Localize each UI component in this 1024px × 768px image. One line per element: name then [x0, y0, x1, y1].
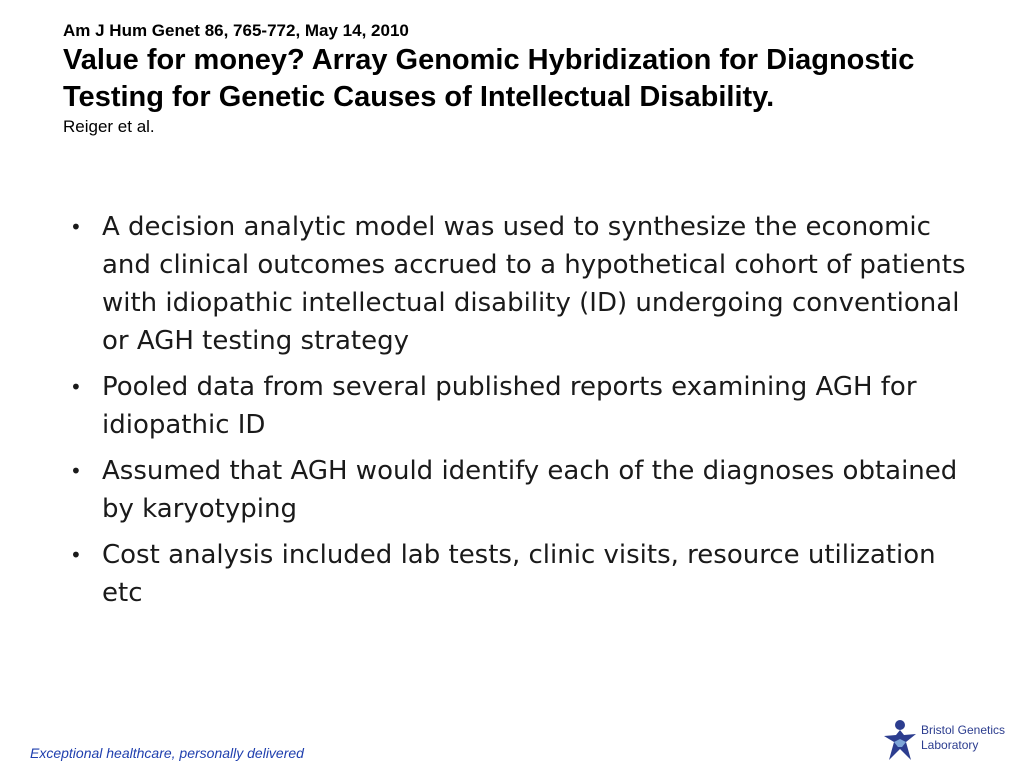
bullet-dot: • — [70, 543, 82, 567]
slide-header — [63, 20, 963, 138]
footer-tagline: Exceptional healthcare, personally delivered — [30, 745, 304, 761]
bullet-dot: • — [70, 375, 82, 399]
bullet-dot: • — [70, 215, 82, 239]
star-figure-icon — [880, 718, 918, 764]
bullet-text: Cost analysis included lab tests, clinic visits, resource utilization etc — [102, 540, 936, 608]
bullet-item — [60, 452, 980, 528]
logo-line-1: Bristol Genetics — [921, 723, 1006, 737]
authors: Reiger et al. — [63, 117, 155, 136]
bullet-item — [60, 208, 980, 360]
bullet-item — [60, 368, 980, 444]
bristol-genetics-logo — [880, 718, 1010, 766]
bullet-list — [60, 208, 980, 620]
bullet-item — [60, 536, 980, 612]
bullet-text: A decision analytic model was used to synthesize the economic and clinical outcomes accrued to a hypothetical cohort of patients with idiopathic intellectual disability (ID) undergoing conventional or AGH testing strategy — [102, 212, 966, 356]
bullet-dot: • — [70, 459, 82, 483]
logo-text — [921, 723, 1005, 753]
bullet-text: Assumed that AGH would identify each of the diagnoses obtained by karyotyping — [102, 456, 958, 524]
citation: Am J Hum Genet 86, 765-772, May 14, 2010 — [63, 21, 409, 40]
page-title: Value for money? Array Genomic Hybridization for Diagnostic Testing for Genetic Causes of Intellectual Disability. — [63, 44, 915, 113]
bullet-text: Pooled data from several published reports examining AGH for idiopathic ID — [102, 372, 917, 440]
logo-line-2: Laboratory — [921, 738, 979, 752]
